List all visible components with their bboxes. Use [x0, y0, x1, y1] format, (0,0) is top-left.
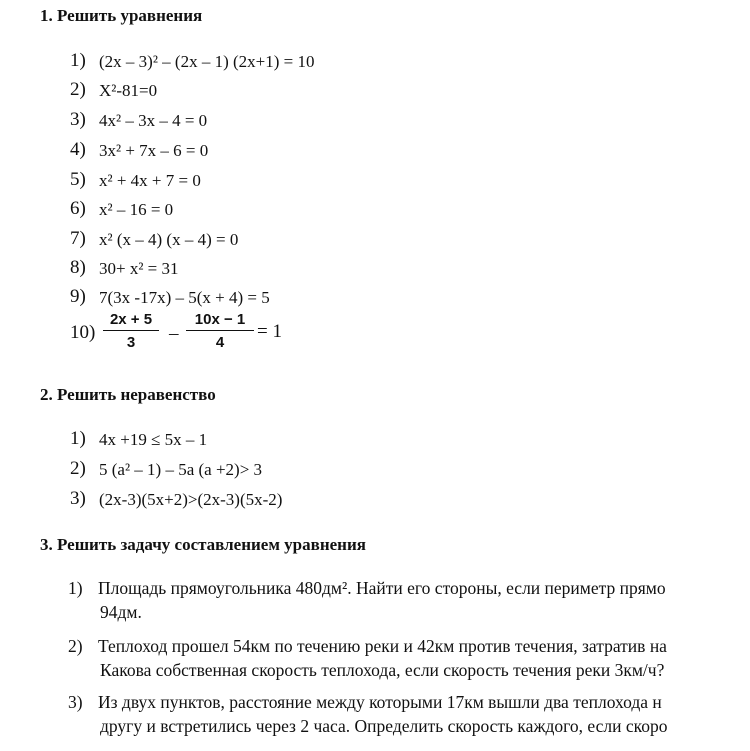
fraction-numerator: 10x − 1 [194, 311, 246, 328]
fraction-denominator: 4 [215, 334, 225, 351]
word-problem-item: 1) Площадь прямоугольника 480дм². Найти его стороны, если периметр прямо 94дм. [68, 578, 666, 622]
fraction-bar [186, 330, 254, 331]
section-3-title: 3. Решить задачу составлением уравнения [40, 535, 366, 554]
word-problem-item: 2) Теплоход прошел 54км по течению реки и 42км против течения, затратив на Какова собственная скорость теплохода, если скорость течения реки 3км/ч? [68, 636, 667, 680]
fraction-numerator: 2x + 5 [109, 311, 153, 328]
section-1-title: 1. Решить уравнения [40, 6, 203, 25]
fraction-2 [186, 311, 254, 351]
fraction-bar [103, 330, 159, 331]
fraction-1 [103, 311, 159, 351]
word-problem-item: 3) Из двух пунктов, расстояние между которыми 17км вышли два теплохода н другу и встретились через 2 часа. Определить скорость каждого, если скоро [68, 692, 668, 736]
section-2-title: 2. Решить неравенство [40, 385, 216, 404]
fraction-denominator: 3 [126, 334, 136, 351]
